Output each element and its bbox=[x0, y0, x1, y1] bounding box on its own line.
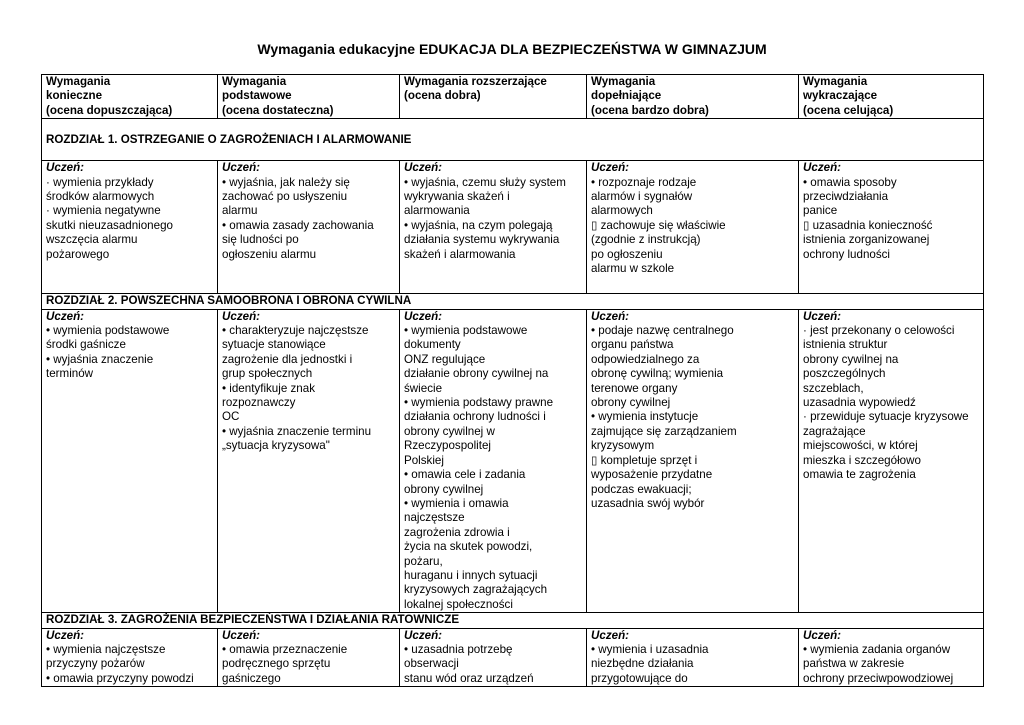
cell-line: skażeń i alarmowania bbox=[404, 247, 516, 261]
cell-line: podczas ewakuacji; bbox=[591, 482, 692, 496]
section-title: ROZDZIAŁ 2. POWSZECHNA SAMOOBRONA I OBRONA CYWILNA bbox=[42, 294, 984, 309]
cell-line: poszczególnych bbox=[803, 367, 886, 381]
cell-line: odpowiedzialnego za bbox=[591, 352, 700, 366]
cell-line: • wymienia instytucje bbox=[591, 410, 699, 424]
header-row bbox=[42, 75, 984, 119]
cell-line: • wymienia i omawia bbox=[404, 496, 509, 510]
cell-line: • podaje nazwę centralnego bbox=[591, 324, 734, 338]
cell-line: miejscowości, w której bbox=[803, 439, 918, 453]
cell-line: • identyfikuje znak bbox=[222, 381, 315, 395]
cell-line: • wymienia i uzasadnia bbox=[591, 642, 709, 656]
cell-line: alarmowania bbox=[404, 204, 470, 218]
requirements-table bbox=[41, 74, 984, 687]
section-content-row bbox=[42, 161, 984, 294]
cell-line: środki gaśnicze bbox=[46, 338, 126, 352]
cell-konieczne bbox=[42, 309, 218, 613]
cell-line: grup społecznych bbox=[222, 367, 313, 381]
cell-line: alarmu bbox=[222, 204, 258, 218]
cell-line: Polskiej bbox=[404, 453, 444, 467]
cell-line: Wymagania bbox=[222, 75, 287, 88]
cell-line: omawia te zagrożenia bbox=[803, 468, 916, 482]
page-title: Wymagania edukacyjne EDUKACJA DLA BEZPIECZEŃSTWA W GIMNAZJUM bbox=[257, 41, 767, 57]
section-content-row bbox=[42, 628, 984, 687]
cell-line: świecie bbox=[404, 381, 443, 395]
cell-line: zajmujące się zarządzaniem bbox=[591, 424, 737, 438]
cell-line: • wyjaśnia, na czym polegają bbox=[404, 218, 553, 232]
cell-line: alarmu w szkole bbox=[591, 262, 675, 276]
cell-line: życia na skutek powodzi, bbox=[404, 540, 533, 554]
cell-line: działania ochrony ludności i bbox=[404, 410, 546, 424]
cell-line: dokumenty bbox=[404, 338, 461, 352]
cell-line: się ludności po bbox=[222, 233, 299, 247]
cell-line: przeciwdziałania bbox=[803, 190, 889, 204]
cell-line: • rozpoznaje rodzaje bbox=[591, 175, 697, 189]
cell-line: konieczne bbox=[46, 89, 103, 103]
cell-line: • wymienia podstawowe bbox=[46, 324, 170, 338]
cell-line: ochrony przeciwpowodziowej bbox=[803, 671, 954, 685]
cell-line: obrony cywilnej bbox=[404, 482, 484, 496]
cell-line: „sytuacja kryzysowa" bbox=[222, 439, 330, 453]
section-title-row bbox=[42, 613, 984, 628]
cell-line: ogłoszeniu alarmu bbox=[222, 247, 317, 261]
section-title: ROZDZIAŁ 3. ZAGROŻENIA BEZPIECZEŃSTWA I DZIAŁANIA RATOWNICZE bbox=[42, 613, 984, 628]
cell-wykraczajace bbox=[799, 161, 984, 294]
cell-line: uzasadnia swój wybór bbox=[591, 496, 705, 510]
cell-line: zagrażające bbox=[803, 424, 866, 438]
cell-line: Uczeń: bbox=[803, 309, 842, 323]
cell-line: organu państwa bbox=[591, 338, 674, 352]
cell-line: niezbędne działania bbox=[591, 657, 694, 671]
cell-line: • omawia sposoby bbox=[803, 175, 897, 189]
cell-line: (ocena celująca) bbox=[803, 103, 894, 117]
cell-line: obrony cywilnej na bbox=[803, 352, 899, 366]
cell-line: szczeblach, bbox=[803, 381, 864, 395]
cell-line: środków alarmowych bbox=[46, 190, 155, 204]
cell-line: • wymienia najczęstsze bbox=[46, 642, 166, 656]
cell-line: dopełniające bbox=[591, 89, 662, 103]
cell-line: pożaru, bbox=[404, 554, 443, 568]
cell-podstawowe bbox=[218, 161, 400, 294]
cell-line: • wymienia podstawy prawne bbox=[404, 396, 554, 410]
cell-line: Wymagania rozszerzające bbox=[404, 75, 547, 88]
cell-line: alarmów i sygnałów bbox=[591, 190, 693, 204]
cell-line: (ocena dopuszczająca) bbox=[46, 103, 173, 117]
cell-line: podręcznego sprzętu bbox=[222, 657, 331, 671]
cell-line: ONZ regulujące bbox=[404, 352, 486, 366]
cell-line: terenowe organy bbox=[591, 381, 678, 395]
cell-line: • omawia przeznaczenie bbox=[222, 642, 348, 656]
cell-line: wszczęcia alarmu bbox=[46, 233, 138, 247]
cell-line: Wymagania bbox=[46, 75, 111, 88]
cell-line: · wymienia negatywne bbox=[46, 204, 161, 218]
cell-line: Uczeń: bbox=[803, 628, 842, 642]
cell-line: Uczeń: bbox=[46, 628, 85, 642]
cell-line: działanie obrony cywilnej na bbox=[404, 367, 549, 381]
cell-line: uzasadnia wypowiedź bbox=[803, 396, 916, 410]
cell-line: najczęstsze bbox=[404, 511, 465, 525]
cell-line: państwa w zakresie bbox=[803, 657, 905, 671]
cell-line: Uczeń: bbox=[404, 309, 443, 323]
cell-line: panice bbox=[803, 204, 838, 218]
cell-line: alarmowych bbox=[591, 204, 653, 218]
cell-podstawowe bbox=[218, 628, 400, 687]
cell-line: Uczeń: bbox=[404, 161, 443, 175]
cell-line: stanu wód oraz urządzeń bbox=[404, 671, 534, 685]
cell-line: zagrożenie dla jednostki i bbox=[222, 352, 353, 366]
cell-line: skutki nieuzasadnionego bbox=[46, 218, 173, 232]
cell-podstawowe bbox=[218, 309, 400, 613]
cell-line: zachować po usłyszeniu bbox=[222, 190, 348, 204]
cell-rozszerzajace bbox=[400, 309, 587, 613]
header-cell-dopelniajace bbox=[587, 75, 799, 119]
section-title: ROZDZIAŁ 1. OSTRZEGANIE O ZAGROŻENIACH I ALARMOWANIE bbox=[42, 119, 984, 161]
cell-line: przygotowujące do bbox=[591, 671, 688, 685]
cell-line: obronę cywilną; wymienia bbox=[591, 367, 724, 381]
cell-line: (zgodnie z instrukcją) bbox=[591, 233, 701, 247]
cell-line: Uczeń: bbox=[591, 309, 630, 323]
cell-dopelniajace bbox=[587, 628, 799, 687]
cell-line: pożarowego bbox=[46, 247, 110, 261]
section-title-row bbox=[42, 294, 984, 309]
cell-line: • wyjaśnia znaczenie bbox=[46, 352, 154, 366]
cell-dopelniajace bbox=[587, 161, 799, 294]
cell-line: kryzysowym bbox=[591, 439, 655, 453]
cell-line: istnienia zorganizowanej bbox=[803, 233, 930, 247]
cell-line: zagrożenia zdrowia i bbox=[404, 525, 510, 539]
cell-line: po ogłoszeniu bbox=[591, 247, 663, 261]
cell-line: ochrony ludności bbox=[803, 247, 891, 261]
cell-line: Wymagania bbox=[591, 75, 656, 88]
cell-line: • omawia zasady zachowania bbox=[222, 218, 374, 232]
cell-line: podstawowe bbox=[222, 89, 292, 103]
cell-line: Uczeń: bbox=[222, 161, 261, 175]
cell-line: · jest przekonany o celowości bbox=[803, 324, 955, 338]
cell-line: Uczeń: bbox=[591, 628, 630, 642]
section-title-row bbox=[42, 119, 984, 161]
cell-line: terminów bbox=[46, 367, 94, 381]
cell-line: sytuacje stanowiące bbox=[222, 338, 326, 352]
header-cell-konieczne bbox=[42, 75, 218, 119]
cell-line: kryzysowych zagrażających bbox=[404, 583, 548, 597]
cell-line: ▯ uzasadnia konieczność bbox=[803, 218, 933, 232]
cell-konieczne bbox=[42, 628, 218, 687]
cell-line: · wymienia przykłady bbox=[46, 175, 154, 189]
cell-line: gaśniczego bbox=[222, 671, 281, 685]
cell-line: Uczeń: bbox=[222, 628, 261, 642]
cell-line: Uczeń: bbox=[46, 161, 85, 175]
cell-line: huraganu i innych sytuacji bbox=[404, 568, 538, 582]
cell-line: • wymienia zadania organów bbox=[803, 642, 951, 656]
cell-line: OC bbox=[222, 410, 240, 424]
cell-line: Uczeń: bbox=[46, 309, 85, 323]
cell-line: Uczeń: bbox=[404, 628, 443, 642]
cell-wykraczajace bbox=[799, 628, 984, 687]
cell-line: (ocena dostateczna) bbox=[222, 103, 334, 117]
cell-line: ▯ kompletuje sprzęt i bbox=[591, 453, 698, 467]
cell-line: obrony cywilnej bbox=[591, 396, 671, 410]
cell-line: obserwacji bbox=[404, 657, 459, 671]
cell-line: Uczeń: bbox=[803, 161, 842, 175]
header-cell-rozszerzajace bbox=[400, 75, 587, 119]
header-cell-wykraczajace bbox=[799, 75, 984, 119]
cell-line: istnienia struktur bbox=[803, 338, 888, 352]
cell-line: • omawia przyczyny powodzi bbox=[46, 671, 194, 685]
cell-line: Uczeń: bbox=[591, 161, 630, 175]
header-cell-podstawowe bbox=[218, 75, 400, 119]
cell-line: (ocena dobra) bbox=[404, 89, 481, 103]
cell-line: • omawia cele i zadania bbox=[404, 468, 526, 482]
cell-line: · przewiduje sytuacje kryzysowe bbox=[803, 410, 969, 424]
cell-rozszerzajace bbox=[400, 161, 587, 294]
cell-line: • uzasadnia potrzebę bbox=[404, 642, 513, 656]
cell-line: działania systemu wykrywania bbox=[404, 233, 560, 247]
cell-line: Rzeczypospolitej bbox=[404, 439, 491, 453]
cell-line: przyczyny pożarów bbox=[46, 657, 145, 671]
cell-konieczne bbox=[42, 161, 218, 294]
cell-line: (ocena bardzo dobra) bbox=[591, 103, 709, 117]
cell-line: • charakteryzuje najczęstsze bbox=[222, 324, 369, 338]
cell-line: obrony cywilnej w bbox=[404, 424, 495, 438]
cell-line: • wyjaśnia, jak należy się bbox=[222, 175, 350, 189]
cell-line: lokalnej społeczności bbox=[404, 597, 513, 611]
cell-line: • wymienia podstawowe bbox=[404, 324, 528, 338]
cell-line: rozpoznawczy bbox=[222, 396, 296, 410]
cell-line: wykrywania skażeń i bbox=[404, 190, 510, 204]
section-content-row bbox=[42, 309, 984, 613]
cell-line: ▯ zachowuje się właściwie bbox=[591, 218, 726, 232]
cell-wykraczajace bbox=[799, 309, 984, 613]
cell-line: wyposażenie przydatne bbox=[591, 468, 713, 482]
cell-line: Wymagania bbox=[803, 75, 868, 88]
cell-line: mieszka i szczegółowo bbox=[803, 453, 921, 467]
cell-line: • wyjaśnia, czemu służy system bbox=[404, 175, 566, 189]
cell-line: wykraczające bbox=[803, 89, 878, 103]
cell-line: • wyjaśnia znaczenie terminu bbox=[222, 424, 372, 438]
cell-rozszerzajace bbox=[400, 628, 587, 687]
cell-line: Uczeń: bbox=[222, 309, 261, 323]
requirements-table-body bbox=[42, 75, 984, 687]
cell-dopelniajace bbox=[587, 309, 799, 613]
